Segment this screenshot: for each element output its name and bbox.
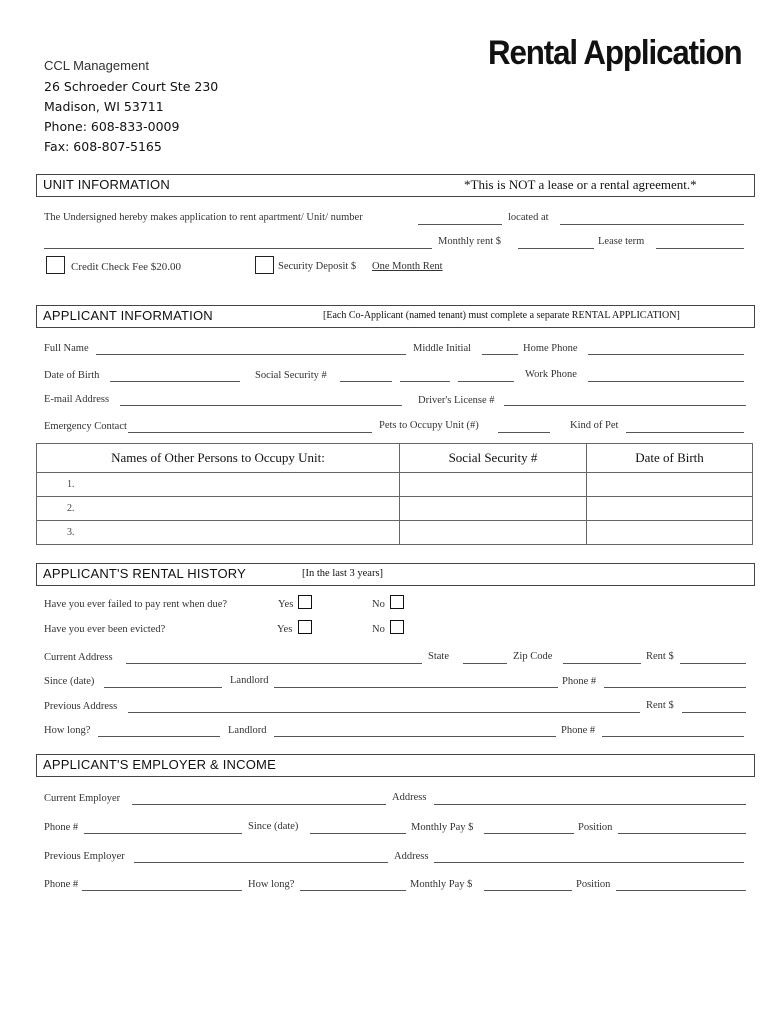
unit-number-field[interactable] (418, 224, 502, 225)
failed-to-pay-yes-label: Yes (278, 599, 294, 610)
pets-field[interactable] (498, 432, 550, 433)
evicted-question: Have you ever been evicted? (44, 624, 166, 635)
full-name-label: Full Name (44, 343, 89, 354)
occupants-table (36, 443, 753, 545)
since-date-label: Since (date) (44, 676, 95, 687)
previous-landlord-label: Landlord (228, 725, 267, 736)
employer-address-label: Address (392, 792, 427, 803)
full-name-field[interactable] (96, 354, 406, 355)
security-deposit-checkbox[interactable] (255, 256, 274, 274)
employer-heading: APPLICANT'S EMPLOYER & INCOME (43, 757, 276, 772)
landlord-phone-field[interactable] (604, 687, 746, 688)
ssn-field-2[interactable] (400, 381, 450, 382)
lease-term-field[interactable] (656, 248, 744, 249)
landlord-field[interactable] (274, 687, 558, 688)
occupant-name-cell[interactable]: 2. (37, 497, 400, 521)
pets-label: Pets to Occupy Unit (#) (379, 420, 479, 431)
state-label: State (428, 651, 449, 662)
employer-phone-label: Phone # (44, 822, 79, 833)
previous-landlord-phone-label: Phone # (561, 725, 596, 736)
emergency-contact-label: Emergency Contact (44, 421, 127, 432)
table-row[interactable] (37, 473, 753, 497)
current-rent-field[interactable] (680, 663, 746, 664)
ssn-label: Social Security # (255, 370, 327, 381)
unit-address-field[interactable] (44, 248, 432, 249)
landlord-label: Landlord (230, 675, 269, 686)
occupant-ssn-cell[interactable] (400, 521, 587, 545)
previous-employer-phone-field[interactable] (82, 890, 242, 891)
applicant-info-note: [Each Co-Applicant (named tenant) must complete a separate RENTAL APPLICATION] (323, 310, 680, 321)
previous-employer-address-label: Address (394, 851, 429, 862)
zip-field[interactable] (563, 663, 641, 664)
previous-position-field[interactable] (616, 890, 746, 891)
company-phone: Phone: 608-833-0009 (44, 119, 180, 134)
previous-landlord-field[interactable] (274, 736, 556, 737)
unit-info-heading: UNIT INFORMATION (43, 177, 170, 192)
kind-of-pet-field[interactable] (626, 432, 744, 433)
position-field[interactable] (618, 833, 746, 834)
company-fax: Fax: 608-807-5165 (44, 139, 162, 154)
current-rent-label: Rent $ (646, 651, 674, 662)
dob-label: Date of Birth (44, 370, 100, 381)
previous-address-label: Previous Address (44, 701, 118, 712)
previous-employer-how-long-field[interactable] (300, 890, 406, 891)
credit-check-label: Credit Check Fee $20.00 (71, 261, 181, 273)
previous-monthly-pay-field[interactable] (484, 890, 572, 891)
middle-initial-label: Middle Initial (413, 343, 472, 354)
ssn-field-1[interactable] (340, 381, 392, 382)
current-employer-field[interactable] (132, 804, 386, 805)
one-month-rent-text: One Month Rent (372, 261, 443, 272)
employer-phone-field[interactable] (84, 833, 242, 834)
drivers-license-field[interactable] (504, 405, 746, 406)
applicant-info-heading: APPLICANT INFORMATION (43, 308, 213, 323)
occupant-name-cell[interactable]: 3. (37, 521, 400, 545)
monthly-rent-field[interactable] (518, 248, 594, 249)
email-field[interactable] (120, 405, 402, 406)
company-address-line1: 26 Schroeder Court Ste 230 (44, 79, 219, 94)
company-name: CCL Management (44, 58, 150, 73)
page-title: Rental Application (488, 34, 742, 72)
home-phone-label: Home Phone (523, 343, 578, 354)
ssn-field-3[interactable] (458, 381, 514, 382)
zip-label: Zip Code (513, 651, 553, 662)
evicted-no-checkbox[interactable] (390, 620, 404, 634)
monthly-pay-field[interactable] (484, 833, 574, 834)
evicted-no-label: No (372, 624, 385, 635)
occupant-dob-cell[interactable] (587, 473, 753, 497)
located-at-field[interactable] (560, 224, 744, 225)
home-phone-field[interactable] (588, 354, 744, 355)
occupants-dob-header: Date of Birth (587, 444, 753, 473)
previous-rent-field[interactable] (682, 712, 746, 713)
email-label: E-mail Address (44, 394, 110, 405)
occupant-dob-cell[interactable] (587, 521, 753, 545)
occupants-ssn-header: Social Security # (400, 444, 587, 473)
previous-monthly-pay-label: Monthly Pay $ (410, 879, 473, 890)
monthly-pay-label: Monthly Pay $ (411, 822, 474, 833)
employer-since-field[interactable] (310, 833, 406, 834)
middle-initial-field[interactable] (482, 354, 518, 355)
unit-info-note: *This is NOT a lease or a rental agreement.* (464, 177, 697, 192)
occupant-ssn-cell[interactable] (400, 473, 587, 497)
current-address-label: Current Address (44, 652, 113, 663)
credit-check-checkbox[interactable] (46, 256, 65, 274)
kind-of-pet-label: Kind of Pet (570, 420, 619, 431)
rental-history-note: [In the last 3 years] (302, 568, 384, 579)
previous-rent-label: Rent $ (646, 700, 674, 711)
rental-history-heading: APPLICANT'S RENTAL HISTORY (43, 566, 246, 581)
lease-term-label: Lease term (598, 236, 645, 247)
position-label: Position (578, 822, 613, 833)
occupants-names-header: Names of Other Persons to Occupy Unit: (37, 444, 400, 473)
landlord-phone-label: Phone # (562, 676, 597, 687)
security-deposit-label: Security Deposit $ (278, 261, 357, 272)
state-field[interactable] (463, 663, 507, 664)
emergency-contact-field[interactable] (128, 432, 372, 433)
failed-to-pay-question: Have you ever failed to pay rent when due? (44, 599, 228, 610)
previous-employer-address-field[interactable] (434, 862, 744, 863)
work-phone-label: Work Phone (525, 369, 577, 380)
rental-history-section-header (36, 563, 755, 586)
monthly-rent-label: Monthly rent $ (438, 236, 501, 247)
employer-section-header (36, 754, 755, 777)
since-date-field[interactable] (104, 687, 222, 688)
employer-address-field[interactable] (434, 804, 746, 805)
evicted-yes-label: Yes (277, 624, 293, 635)
work-phone-field[interactable] (588, 381, 744, 382)
previous-employer-how-long-label: How long? (248, 879, 295, 890)
failed-to-pay-no-label: No (372, 599, 385, 610)
how-long-label: How long? (44, 725, 91, 736)
failed-to-pay-no-checkbox[interactable] (390, 595, 404, 609)
employer-since-label: Since (date) (248, 821, 299, 832)
table-row[interactable] (37, 521, 753, 545)
occupant-ssn-cell[interactable] (400, 497, 587, 521)
occupants-table-header (37, 444, 753, 473)
company-address-line2: Madison, WI 53711 (44, 99, 164, 114)
previous-employer-label: Previous Employer (44, 851, 125, 862)
drivers-license-label: Driver's License # (418, 395, 495, 406)
occupant-dob-cell[interactable] (587, 497, 753, 521)
current-employer-label: Current Employer (44, 793, 121, 804)
previous-address-field[interactable] (128, 712, 640, 713)
previous-employer-field[interactable] (134, 862, 388, 863)
unit-info-section-header (36, 174, 755, 197)
dob-field[interactable] (110, 381, 240, 382)
occupant-name-cell[interactable]: 1. (37, 473, 400, 497)
previous-position-label: Position (576, 879, 611, 890)
previous-landlord-phone-field[interactable] (602, 736, 744, 737)
failed-to-pay-yes-checkbox[interactable] (298, 595, 312, 609)
applicant-info-section-header (36, 305, 755, 328)
located-at-label: located at (508, 212, 549, 223)
how-long-field[interactable] (98, 736, 220, 737)
previous-employer-phone-label: Phone # (44, 879, 79, 890)
evicted-yes-checkbox[interactable] (298, 620, 312, 634)
undersigned-label: The Undersigned hereby makes application to rent apartment/ Unit/ number (44, 212, 363, 223)
current-address-field[interactable] (126, 663, 422, 664)
table-row[interactable] (37, 497, 753, 521)
